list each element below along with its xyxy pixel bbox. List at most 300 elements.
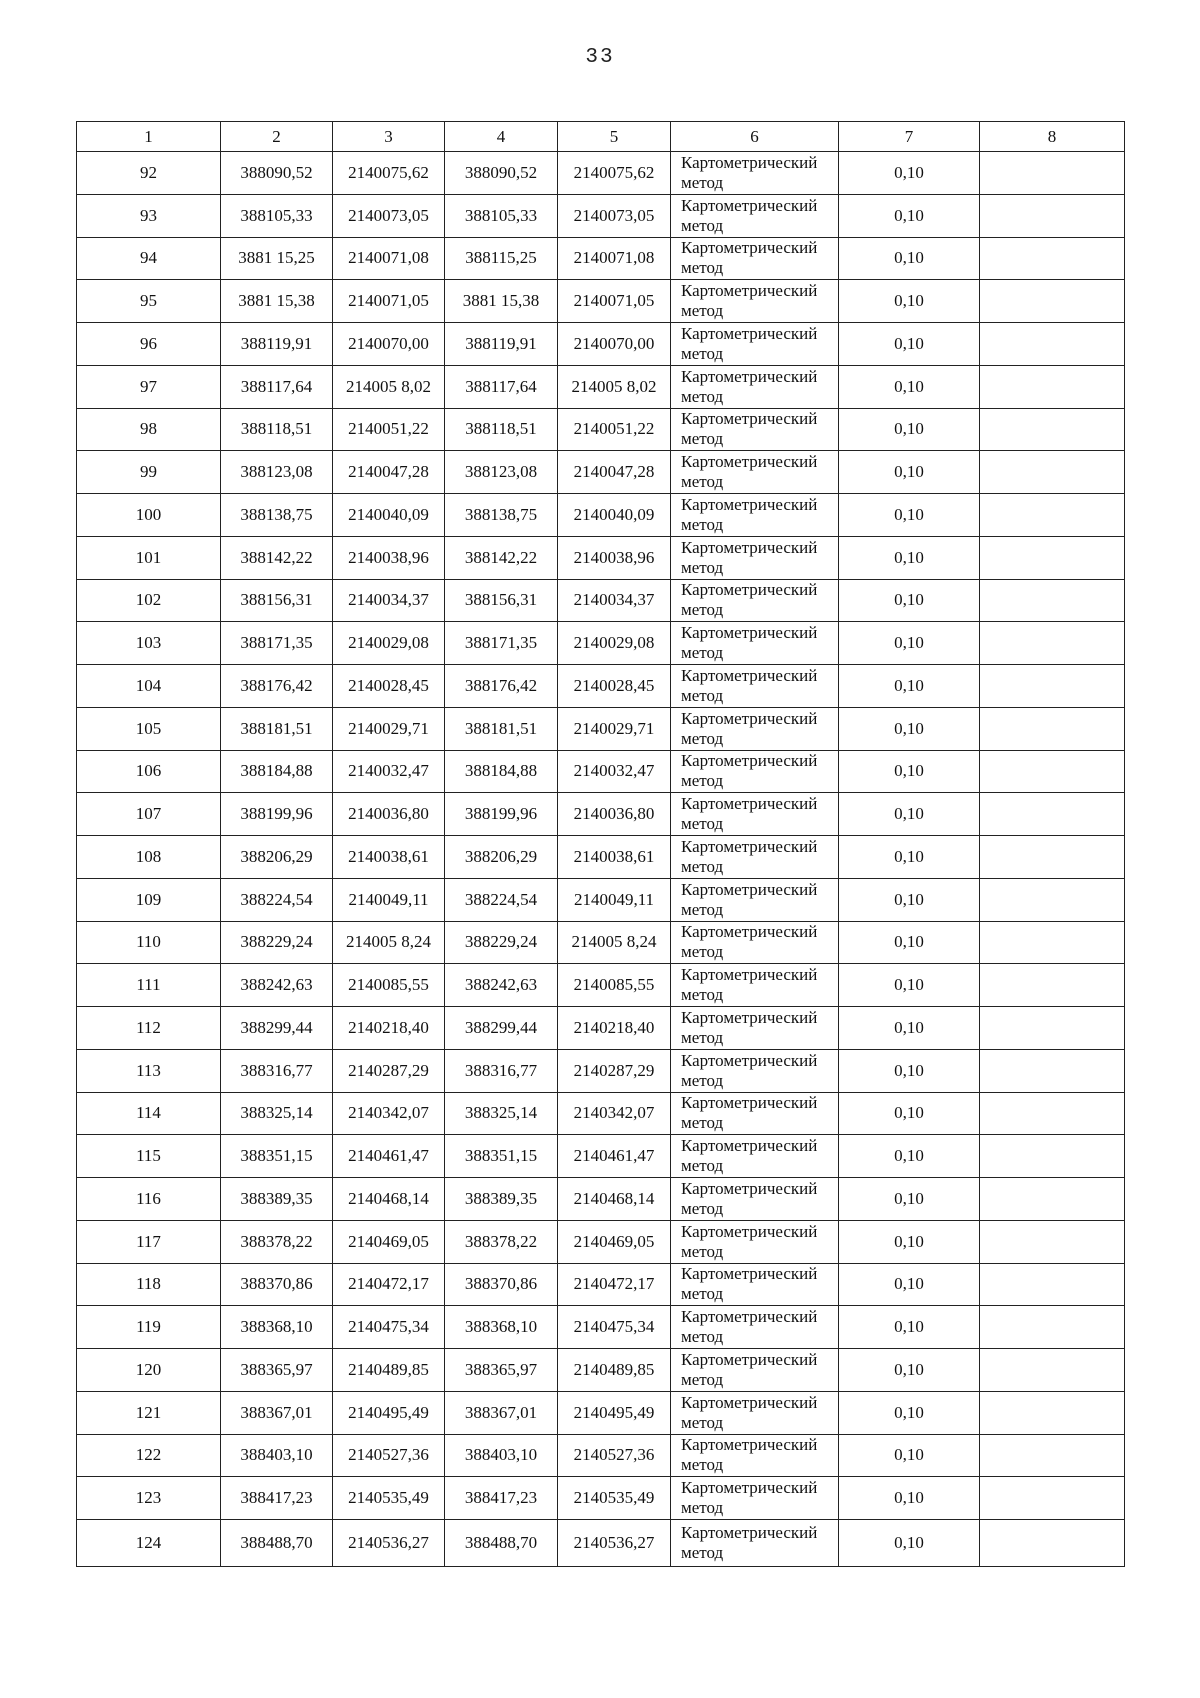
x-coordinate-cell: 388181,51 [221,707,333,750]
table-row [77,836,1125,879]
note-cell [980,750,1125,793]
method-name-line: Картометрический [681,152,818,172]
method-cell [671,408,839,451]
table-row [77,579,1125,622]
table-row [77,152,1125,195]
y-coordinate-new-cell: 2140472,17 [558,1263,671,1306]
point-number-cell: 100 [77,494,221,537]
method-cell [671,1049,839,1092]
x-coordinate-cell: 388365,97 [221,1349,333,1392]
y-coordinate-new-cell: 2140287,29 [558,1049,671,1092]
x-coordinate-cell: 388224,54 [221,878,333,921]
note-cell [980,237,1125,280]
method-name-line: метод [681,1455,724,1475]
method-cell [671,665,839,708]
accuracy-cell: 0,10 [839,1178,980,1221]
point-number-cell: 109 [77,878,221,921]
accuracy-cell: 0,10 [839,494,980,537]
x-coordinate-new-cell: 388365,97 [445,1349,558,1392]
table-row [77,536,1125,579]
table-row [77,1220,1125,1263]
y-coordinate-new-cell: 2140051,22 [558,408,671,451]
method-cell [671,494,839,537]
accuracy-cell: 0,10 [839,1434,980,1477]
method-name-line: Картометрический [681,1050,818,1070]
note-cell [980,579,1125,622]
x-coordinate-new-cell: 388090,52 [445,152,558,195]
method-name-line: метод [681,899,724,919]
x-coordinate-new-cell: 388389,35 [445,1178,558,1221]
method-cell [671,1178,839,1221]
point-number-cell: 92 [77,152,221,195]
y-coordinate-new-cell: 2140029,71 [558,707,671,750]
method-cell [671,152,839,195]
y-coordinate-cell: 214005 8,02 [333,365,445,408]
method-name-line: метод [681,1284,724,1304]
point-number-cell: 96 [77,323,221,366]
method-name-line: метод [681,600,724,620]
method-name-line: Картометрический [681,1136,818,1156]
y-coordinate-cell: 2140049,11 [333,878,445,921]
y-coordinate-cell: 2140051,22 [333,408,445,451]
method-name-line: Картометрический [681,794,818,814]
table-body [77,152,1125,1567]
y-coordinate-cell: 2140029,71 [333,707,445,750]
y-coordinate-cell: 2140218,40 [333,1007,445,1050]
header-col-1: 1 [77,122,221,152]
method-name-line: Картометрический [681,1435,818,1455]
y-coordinate-cell: 2140029,08 [333,622,445,665]
x-coordinate-new-cell: 388138,75 [445,494,558,537]
y-coordinate-cell: 2140495,49 [333,1391,445,1434]
x-coordinate-cell: 388488,70 [221,1520,333,1567]
x-coordinate-cell: 388299,44 [221,1007,333,1050]
method-name-line: Картометрический [681,366,818,386]
point-number-cell: 103 [77,622,221,665]
x-coordinate-cell: 388325,14 [221,1092,333,1135]
method-name-line: метод [681,301,724,321]
y-coordinate-cell: 2140287,29 [333,1049,445,1092]
x-coordinate-cell: 388142,22 [221,536,333,579]
y-coordinate-new-cell: 2140071,08 [558,237,671,280]
method-name-line: Картометрический [681,323,818,343]
y-coordinate-cell: 2140535,49 [333,1477,445,1520]
y-coordinate-new-cell: 2140047,28 [558,451,671,494]
table-row [77,878,1125,921]
accuracy-cell: 0,10 [839,1220,980,1263]
method-name-line: метод [681,514,724,534]
note-cell [980,1263,1125,1306]
x-coordinate-new-cell: 388299,44 [445,1007,558,1050]
method-name-line: Картометрический [681,836,818,856]
method-name-line: Картометрический [681,1093,818,1113]
method-cell [671,1220,839,1263]
point-number-cell: 112 [77,1007,221,1050]
method-cell [671,793,839,836]
header-col-4: 4 [445,122,558,152]
y-coordinate-new-cell: 2140049,11 [558,878,671,921]
x-coordinate-cell: 388176,42 [221,665,333,708]
method-cell [671,1007,839,1050]
note-cell [980,1434,1125,1477]
table-row [77,921,1125,964]
table-row [77,1263,1125,1306]
x-coordinate-new-cell: 3881 15,38 [445,280,558,323]
y-coordinate-new-cell: 2140342,07 [558,1092,671,1135]
method-name-line: метод [681,1543,724,1562]
method-name-line: метод [681,685,724,705]
x-coordinate-new-cell: 388156,31 [445,579,558,622]
method-name-line: Картометрический [681,665,818,685]
x-coordinate-new-cell: 388488,70 [445,1520,558,1567]
table-row [77,237,1125,280]
y-coordinate-cell: 2140469,05 [333,1220,445,1263]
y-coordinate-cell: 2140475,34 [333,1306,445,1349]
method-name-line: Картометрический [681,922,818,942]
point-number-cell: 98 [77,408,221,451]
accuracy-cell: 0,10 [839,1092,980,1135]
point-number-cell: 120 [77,1349,221,1392]
method-cell [671,1391,839,1434]
method-name-line: Картометрический [681,452,818,472]
method-name-line: метод [681,942,724,962]
table-row [77,451,1125,494]
x-coordinate-cell: 388378,22 [221,1220,333,1263]
method-name-line: метод [681,814,724,834]
table-row [77,1135,1125,1178]
y-coordinate-cell: 2140527,36 [333,1434,445,1477]
table-row [77,1178,1125,1221]
method-name-line: Картометрический [681,623,818,643]
note-cell [980,494,1125,537]
table-row [77,1007,1125,1050]
accuracy-cell: 0,10 [839,1135,980,1178]
y-coordinate-new-cell: 2140495,49 [558,1391,671,1434]
method-cell [671,1349,839,1392]
accuracy-cell: 0,10 [839,536,980,579]
x-coordinate-cell: 388389,35 [221,1178,333,1221]
method-cell [671,1434,839,1477]
y-coordinate-cell: 2140032,47 [333,750,445,793]
note-cell [980,1477,1125,1520]
x-coordinate-cell: 388229,24 [221,921,333,964]
method-name-line: метод [681,985,724,1005]
x-coordinate-new-cell: 388119,91 [445,323,558,366]
method-name-line: метод [681,172,724,192]
point-number-cell: 117 [77,1220,221,1263]
note-cell [980,323,1125,366]
x-coordinate-cell: 388367,01 [221,1391,333,1434]
method-cell [671,836,839,879]
point-number-cell: 121 [77,1391,221,1434]
accuracy-cell: 0,10 [839,408,980,451]
header-col-7: 7 [839,122,980,152]
accuracy-cell: 0,10 [839,579,980,622]
table-row [77,365,1125,408]
method-name-line: метод [681,771,724,791]
note-cell [980,408,1125,451]
note-cell [980,451,1125,494]
method-name-line: Картометрический [681,281,818,301]
x-coordinate-new-cell: 388351,15 [445,1135,558,1178]
method-name-line: метод [681,1198,724,1218]
method-cell [671,237,839,280]
method-name-line: метод [681,258,724,278]
note-cell [980,1349,1125,1392]
method-cell [671,622,839,665]
y-coordinate-new-cell: 2140038,96 [558,536,671,579]
table-row [77,408,1125,451]
table-row [77,1306,1125,1349]
header-col-2: 2 [221,122,333,152]
y-coordinate-new-cell: 214005 8,02 [558,365,671,408]
point-number-cell: 110 [77,921,221,964]
x-coordinate-cell: 388316,77 [221,1049,333,1092]
x-coordinate-cell: 388368,10 [221,1306,333,1349]
method-cell [671,921,839,964]
note-cell [980,365,1125,408]
y-coordinate-cell: 2140342,07 [333,1092,445,1135]
method-cell [671,1477,839,1520]
x-coordinate-cell: 388123,08 [221,451,333,494]
method-name-line: метод [681,343,724,363]
header-col-6: 6 [671,122,839,152]
table-row [77,494,1125,537]
y-coordinate-cell: 2140073,05 [333,194,445,237]
method-cell [671,1135,839,1178]
table-header-row [77,122,1125,152]
note-cell [980,1007,1125,1050]
y-coordinate-new-cell: 2140468,14 [558,1178,671,1221]
y-coordinate-cell: 2140038,96 [333,536,445,579]
note-cell [980,1049,1125,1092]
y-coordinate-cell: 2140468,14 [333,1178,445,1221]
method-cell [671,280,839,323]
accuracy-cell: 0,10 [839,323,980,366]
accuracy-cell: 0,10 [839,750,980,793]
x-coordinate-cell: 388119,91 [221,323,333,366]
x-coordinate-new-cell: 388316,77 [445,1049,558,1092]
method-name-line: Картометрический [681,494,818,514]
method-name-line: Картометрический [681,1221,818,1241]
note-cell [980,707,1125,750]
point-number-cell: 123 [77,1477,221,1520]
x-coordinate-new-cell: 388417,23 [445,1477,558,1520]
accuracy-cell: 0,10 [839,280,980,323]
x-coordinate-new-cell: 388403,10 [445,1434,558,1477]
method-name-line: метод [681,215,724,235]
method-cell [671,194,839,237]
x-coordinate-cell: 388118,51 [221,408,333,451]
x-coordinate-new-cell: 388142,22 [445,536,558,579]
y-coordinate-new-cell: 2140085,55 [558,964,671,1007]
accuracy-cell: 0,10 [839,964,980,1007]
accuracy-cell: 0,10 [839,622,980,665]
note-cell [980,964,1125,1007]
y-coordinate-cell: 2140047,28 [333,451,445,494]
y-coordinate-cell: 2140038,61 [333,836,445,879]
table-row [77,1520,1125,1567]
table-row [77,1477,1125,1520]
point-number-cell: 101 [77,536,221,579]
note-cell [980,878,1125,921]
x-coordinate-new-cell: 388367,01 [445,1391,558,1434]
method-cell [671,707,839,750]
point-number-cell: 111 [77,964,221,1007]
method-cell [671,1520,839,1567]
method-name-line: метод [681,429,724,449]
x-coordinate-cell: 3881 15,38 [221,280,333,323]
x-coordinate-cell: 3881 15,25 [221,237,333,280]
y-coordinate-new-cell: 2140071,05 [558,280,671,323]
method-cell [671,750,839,793]
point-number-cell: 105 [77,707,221,750]
accuracy-cell: 0,10 [839,1306,980,1349]
method-name-line: Картометрический [681,409,818,429]
y-coordinate-cell: 2140036,80 [333,793,445,836]
y-coordinate-cell: 2140489,85 [333,1349,445,1392]
y-coordinate-new-cell: 2140070,00 [558,323,671,366]
y-coordinate-new-cell: 2140038,61 [558,836,671,879]
x-coordinate-new-cell: 388325,14 [445,1092,558,1135]
method-name-line: Картометрический [681,580,818,600]
y-coordinate-cell: 2140071,08 [333,237,445,280]
accuracy-cell: 0,10 [839,194,980,237]
accuracy-cell: 0,10 [839,921,980,964]
method-name-line: метод [681,1412,724,1432]
note-cell [980,836,1125,879]
method-name-line: метод [681,1027,724,1047]
method-cell [671,1306,839,1349]
accuracy-cell: 0,10 [839,152,980,195]
y-coordinate-new-cell: 2140461,47 [558,1135,671,1178]
point-number-cell: 104 [77,665,221,708]
method-name-line: Картометрический [681,879,818,899]
x-coordinate-new-cell: 388181,51 [445,707,558,750]
accuracy-cell: 0,10 [839,451,980,494]
point-number-cell: 118 [77,1263,221,1306]
x-coordinate-new-cell: 388378,22 [445,1220,558,1263]
x-coordinate-cell: 388105,33 [221,194,333,237]
method-name-line: Картометрический [681,1392,818,1412]
accuracy-cell: 0,10 [839,1263,980,1306]
x-coordinate-cell: 388370,86 [221,1263,333,1306]
y-coordinate-cell: 2140472,17 [333,1263,445,1306]
note-cell [980,152,1125,195]
point-number-cell: 99 [77,451,221,494]
point-number-cell: 116 [77,1178,221,1221]
header-col-3: 3 [333,122,445,152]
x-coordinate-new-cell: 388199,96 [445,793,558,836]
note-cell [980,1220,1125,1263]
method-name-line: Картометрический [681,1478,818,1498]
x-coordinate-cell: 388206,29 [221,836,333,879]
y-coordinate-cell: 2140071,05 [333,280,445,323]
method-name-line: Картометрический [681,1264,818,1284]
point-number-cell: 102 [77,579,221,622]
point-number-cell: 122 [77,1434,221,1477]
note-cell [980,793,1125,836]
y-coordinate-cell: 2140461,47 [333,1135,445,1178]
note-cell [980,921,1125,964]
accuracy-cell: 0,10 [839,1349,980,1392]
method-name-line: Картометрический [681,1178,818,1198]
accuracy-cell: 0,10 [839,707,980,750]
table-row [77,323,1125,366]
method-name-line: метод [681,1070,724,1090]
method-name-line: Картометрический [681,1007,818,1027]
method-cell [671,579,839,622]
y-coordinate-new-cell: 2140032,47 [558,750,671,793]
y-coordinate-new-cell: 2140218,40 [558,1007,671,1050]
method-name-line: Картометрический [681,751,818,771]
header-col-5: 5 [558,122,671,152]
accuracy-cell: 0,10 [839,1520,980,1567]
method-name-line: метод [681,1498,724,1518]
method-name-line: Картометрический [681,965,818,985]
point-number-cell: 94 [77,237,221,280]
x-coordinate-cell: 388417,23 [221,1477,333,1520]
method-name-line: метод [681,1241,724,1261]
note-cell [980,280,1125,323]
table-row [77,665,1125,708]
accuracy-cell: 0,10 [839,793,980,836]
note-cell [980,194,1125,237]
table-row [77,793,1125,836]
method-name-line: Картометрический [681,537,818,557]
x-coordinate-cell: 388184,88 [221,750,333,793]
accuracy-cell: 0,10 [839,1049,980,1092]
method-cell [671,365,839,408]
method-cell [671,964,839,1007]
accuracy-cell: 0,10 [839,665,980,708]
accuracy-cell: 0,10 [839,836,980,879]
method-name-line: метод [681,386,724,406]
method-name-line: Картометрический [681,1307,818,1327]
point-number-cell: 106 [77,750,221,793]
page-number: 33 [585,46,615,69]
x-coordinate-new-cell: 388368,10 [445,1306,558,1349]
note-cell [980,1520,1125,1567]
accuracy-cell: 0,10 [839,1477,980,1520]
point-number-cell: 124 [77,1520,221,1567]
table-row [77,280,1125,323]
table-row [77,622,1125,665]
point-number-cell: 113 [77,1049,221,1092]
table-row [77,194,1125,237]
table-row [77,1391,1125,1434]
y-coordinate-cell: 2140028,45 [333,665,445,708]
method-name-line: метод [681,1327,724,1347]
x-coordinate-new-cell: 388242,63 [445,964,558,1007]
x-coordinate-new-cell: 388117,64 [445,365,558,408]
note-cell [980,665,1125,708]
method-cell [671,451,839,494]
x-coordinate-new-cell: 388370,86 [445,1263,558,1306]
y-coordinate-cell: 2140040,09 [333,494,445,537]
method-name-line: метод [681,856,724,876]
y-coordinate-new-cell: 214005 8,24 [558,921,671,964]
x-coordinate-new-cell: 388206,29 [445,836,558,879]
x-coordinate-cell: 388156,31 [221,579,333,622]
point-number-cell: 95 [77,280,221,323]
method-name-line: Картометрический [681,195,818,215]
y-coordinate-cell: 2140070,00 [333,323,445,366]
note-cell [980,622,1125,665]
x-coordinate-new-cell: 388184,88 [445,750,558,793]
header-col-8: 8 [980,122,1125,152]
point-number-cell: 108 [77,836,221,879]
